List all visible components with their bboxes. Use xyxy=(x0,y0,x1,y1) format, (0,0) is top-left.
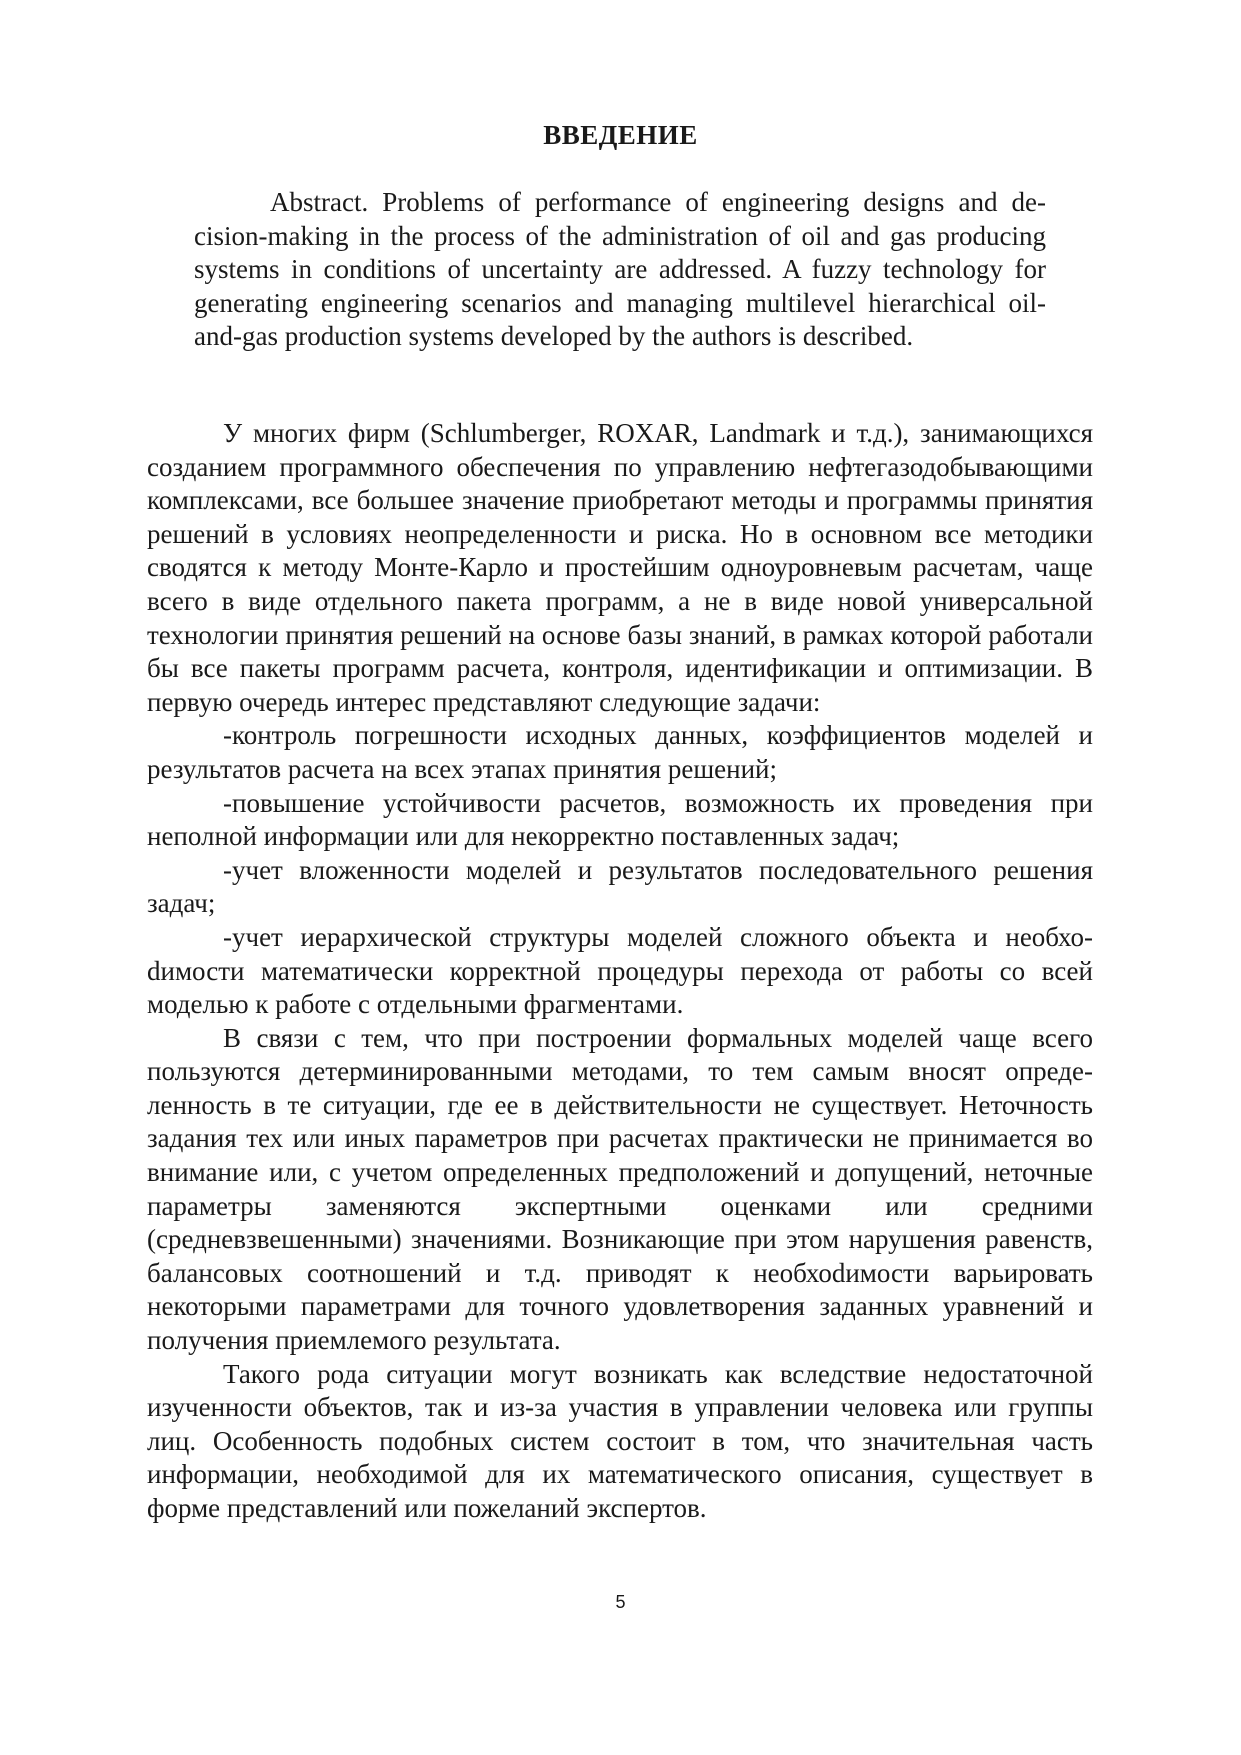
list-item-3: -учет вложенности моделей и результатов последовательного решения задач; xyxy=(147,854,1093,919)
list-item-2: -повышение устойчивости расчетов, возможность их проведения при неполной информации или для некорректно поставленных задач; xyxy=(147,787,1093,852)
body-paragraph-2: В связи с тем, что при построении формальных моделей чаще всего пользуются детерминированными методами, то тем самым вносят определенность в те ситуации, где ее в действительности не существует. Неточность задания тех или иных параметров при расчетах практически не принимается во внимание или, с учетом определенных предположений и допущений, неточные параметры заменяются экспертными оценками или средними (средневзвешенными) значениями. Возникающие при этом нарушения равенств, балансовых соотношений и т.д. приводят к необхоdимости варьировать некоторыми параметрами для точного удовлетворения заданных уравнений и получения приемлемого результата. xyxy=(147,1022,1093,1356)
abstract-paragraph: Abstract. Problems of performance of engineering designs and decision-making in the process of the administration of oil and gas producing systems in conditions of uncertainty are addressed. A fuzzy technology for generating engineering scenarios and managing multilevel hierarchical oil-and-gas production systems developed by the authors is described. xyxy=(194,187,1046,351)
body-paragraph-3: Такого рода ситуации могут возникать как вследствие недостаточной изученности объектов, так и из-за участия в управлении человека или группы лиц. Особенность подобных систем состоит в том, что значительная часть информации, необходимой для их математического описания, существует в форме представлений или пожеланий экспертов. xyxy=(147,1358,1093,1523)
list-item-4: -учет иерархической структуры моделей сложного объекта и необхоdимости математически корректной процедуры перехода от работы со всей моделью к работе с отдельными фрагментами. xyxy=(147,921,1093,1020)
body-text xyxy=(147,417,1093,1526)
section-heading: ВВЕДЕНИЕ xyxy=(543,120,698,150)
page-number: 5 xyxy=(615,1592,626,1612)
body-paragraph-1: У многих фирм (Schlumberger, ROXAR, Landmark и т.д.), занимающихся созданием программного обеспечения по управлению нефтегазодобывающими комплексами, все большее значение приобретают методы и программы принятия решений в условиях неопределенности и риска. Но в основном все методики сводятся к методу Монте-Карло и простейшим одноуровневым расчетам, чаще всего в виде отдельного пакета программ, а не в виде новой универсальной технологии принятия решений на основе базы знаний, в рамках которой работали бы все пакеты программ расчета, контроля, идентификации и оптимизации. В первую очередь интерес представляют следующие задачи: xyxy=(147,418,1093,717)
list-item-1: -контроль погрешности исходных данных, коэффициентов моделей и результатов расчета на всех этапах принятия решений; xyxy=(147,720,1093,784)
